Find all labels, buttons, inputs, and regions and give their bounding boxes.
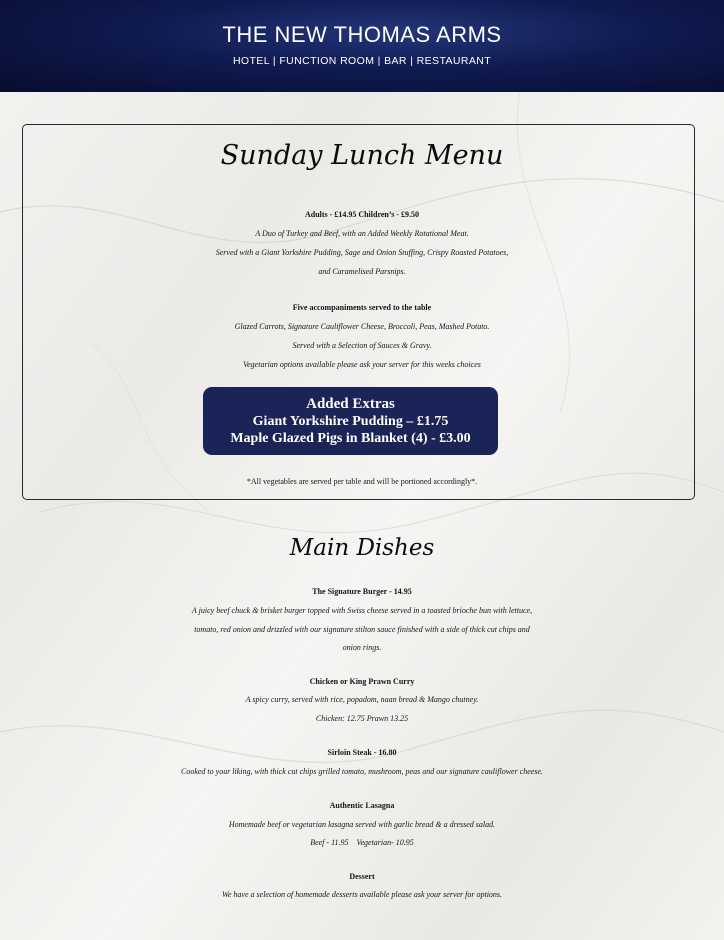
dish-name: Chicken or King Prawn Curry <box>309 677 415 686</box>
main-dishes-title: Main Dishes <box>289 535 435 561</box>
sunday-lunch-desc-line: Served with a Giant Yorkshire Pudding, Sage and Onion Stuffing, Crispy Roasted Potatoes, <box>215 248 509 257</box>
dish-name: The Signature Burger - 14.95 <box>312 587 412 596</box>
dish-desc-line: onion rings. <box>342 643 382 652</box>
accompaniment-line: Glazed Carrots, Signature Cauliflower Cheese, Broccoli, Peas, Mashed Potato. <box>234 322 490 331</box>
dish-desc-line: Homemade beef or vegetarian lasagna served with garlic bread & a dressed salad. <box>228 820 496 829</box>
extra-item: Maple Glazed Pigs in Blanket (4) - £3.00 <box>230 431 471 446</box>
dish-name: Authentic Lasagna <box>329 801 395 810</box>
dish-desc-line: We have a selection of homemade desserts available please ask your server for options. <box>221 890 503 899</box>
hotel-tagline: HOTEL | FUNCTION ROOM | BAR | RESTAURANT <box>232 55 492 67</box>
vegetables-note: *All vegetables are served per table and will be portioned accordingly*. <box>246 477 478 486</box>
sunday-lunch-prices: Adults - £14.95 Children’s - £9.50 <box>304 210 419 219</box>
sunday-lunch-desc-line: and Caramelised Parsnips. <box>318 267 406 276</box>
dish-desc-line: A spicy curry, served with rice, popadom, naan bread & Mango chutney. <box>245 695 479 704</box>
dish-desc-line: Chicken: 12.75 Prawn 13.25 <box>315 714 409 723</box>
accompaniments-heading: Five accompaniments served to the table <box>292 303 432 312</box>
header-banner <box>0 0 724 92</box>
sunday-lunch-desc-line: A Duo of Turkey and Beef, with an Added Weekly Rotational Meat. <box>255 229 469 238</box>
added-extras-box <box>203 387 498 455</box>
dish-desc-line: Cooked to your liking, with thick cut chips grilled tomato, mushroom, peas and our signature cauliflower cheese. <box>180 767 544 776</box>
accompaniment-line: Vegetarian options available please ask your server for this weeks choices <box>243 360 481 369</box>
sunday-lunch-title: Sunday Lunch Menu <box>220 140 504 171</box>
dish-name: Sirloin Steak - 16.80 <box>327 748 397 757</box>
extra-item: Giant Yorkshire Pudding – £1.75 <box>252 414 449 429</box>
hotel-name: THE NEW THOMAS ARMS <box>222 22 502 47</box>
dish-name: Dessert <box>349 872 375 881</box>
dish-desc-line: A juicy beef chuck & brisket burger topped with Swiss cheese served in a toasted brioche bun with lettuce, <box>191 606 533 615</box>
dish-desc-line: Beef - 11.95 Vegetarian- 10.95 <box>310 838 414 847</box>
added-extras-title: Added Extras <box>306 396 395 412</box>
accompaniment-line: Served with a Selection of Sauces & Gravy. <box>292 341 432 350</box>
dish-desc-line: tomato, red onion and drizzled with our signature stilton sauce finished with a side of thick cut chips and <box>194 625 530 634</box>
